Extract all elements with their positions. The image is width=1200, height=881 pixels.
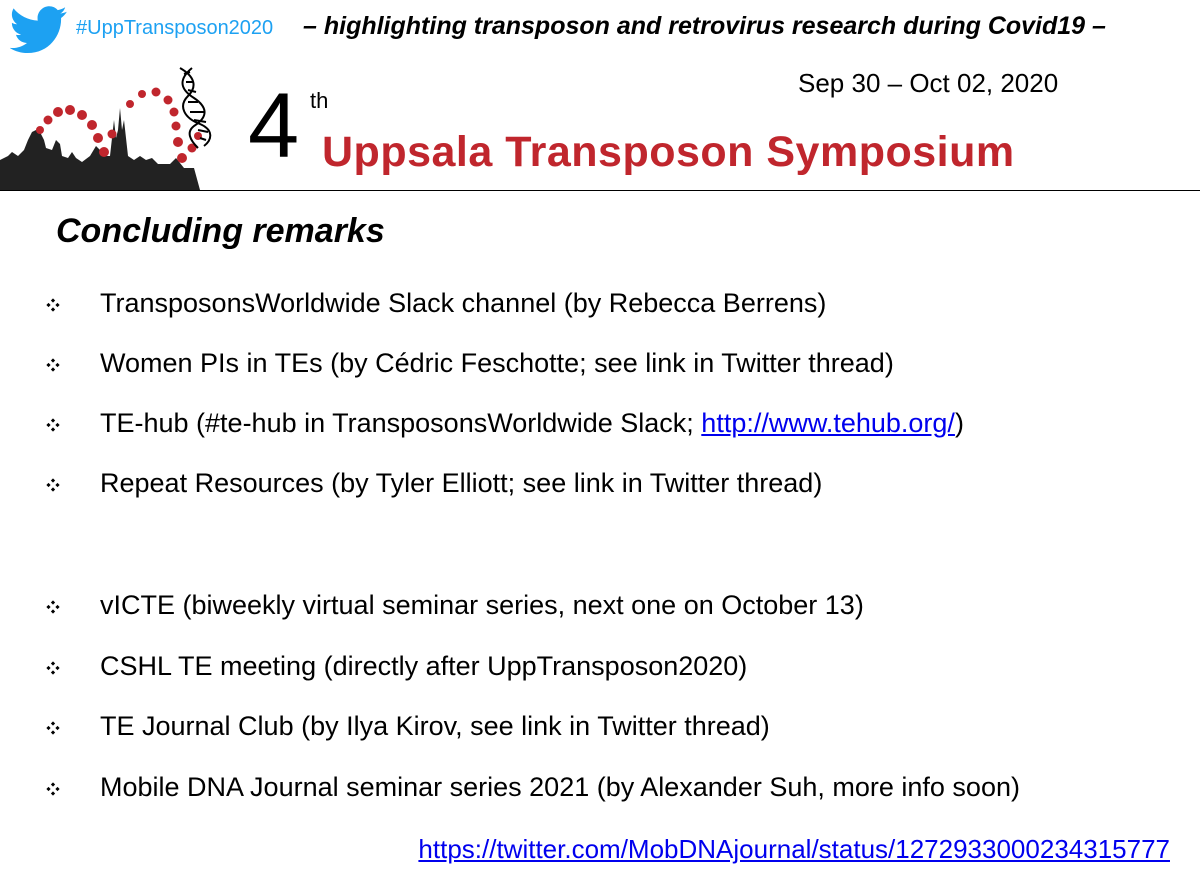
slide-heading: Concluding remarks <box>56 212 385 250</box>
list-item-text: TE Journal Club (by Ilya Kirov, see link in Twitter thread) <box>100 711 770 741</box>
list-item-text: Repeat Resources (by Tyler Elliott; see link in Twitter thread) <box>100 468 823 498</box>
list-item-text: TransposonsWorldwide Slack channel (by Rebecca Berrens) <box>100 288 827 318</box>
list-item-text: Women PIs in TEs (by Cédric Feschotte; see link in Twitter thread) <box>100 348 894 378</box>
hashtag-label: #UppTransposon2020 <box>76 17 274 39</box>
diamond-bullet-icon <box>46 782 60 796</box>
header-divider <box>0 190 1200 191</box>
tehub-link[interactable]: http://www.tehub.org/ <box>701 408 955 438</box>
edition-suffix: th <box>310 88 329 113</box>
uppsala-skyline-dna-logo <box>0 60 250 190</box>
symposium-tagline: – highlighting transposon and retrovirus research during Covid19 – <box>303 12 1106 40</box>
list-item-text: CSHL TE meeting (directly after UppTransposon2020) <box>100 651 748 681</box>
symposium-title: Uppsala Transposon Symposium <box>322 128 1015 176</box>
list-item-text: Mobile DNA Journal seminar series 2021 (by Alexander Suh, more info soon) <box>100 772 1020 802</box>
list-item-text <box>100 408 964 439</box>
diamond-bullet-icon <box>46 418 60 432</box>
list-item-text-before: TE-hub (#te-hub in TransposonsWorldwide Slack; <box>100 408 702 438</box>
symposium-date: Sep 30 – Oct 02, 2020 <box>798 68 1059 98</box>
diamond-bullet-icon <box>46 358 60 372</box>
diamond-bullet-icon <box>46 298 60 312</box>
twitter-thread-link[interactable]: https://twitter.com/MobDNAjournal/status/1272933000234315777 <box>418 834 1170 864</box>
list-item-text-after: ) <box>954 408 964 438</box>
diamond-bullet-icon <box>46 600 60 614</box>
diamond-bullet-icon <box>46 721 60 735</box>
twitter-bird-icon <box>10 6 68 54</box>
list-item-text: vICTE (biweekly virtual seminar series, next one on October 13) <box>100 590 864 620</box>
diamond-bullet-icon <box>46 478 60 492</box>
edition-number: 4 <box>248 75 298 177</box>
diamond-bullet-icon <box>46 661 60 675</box>
